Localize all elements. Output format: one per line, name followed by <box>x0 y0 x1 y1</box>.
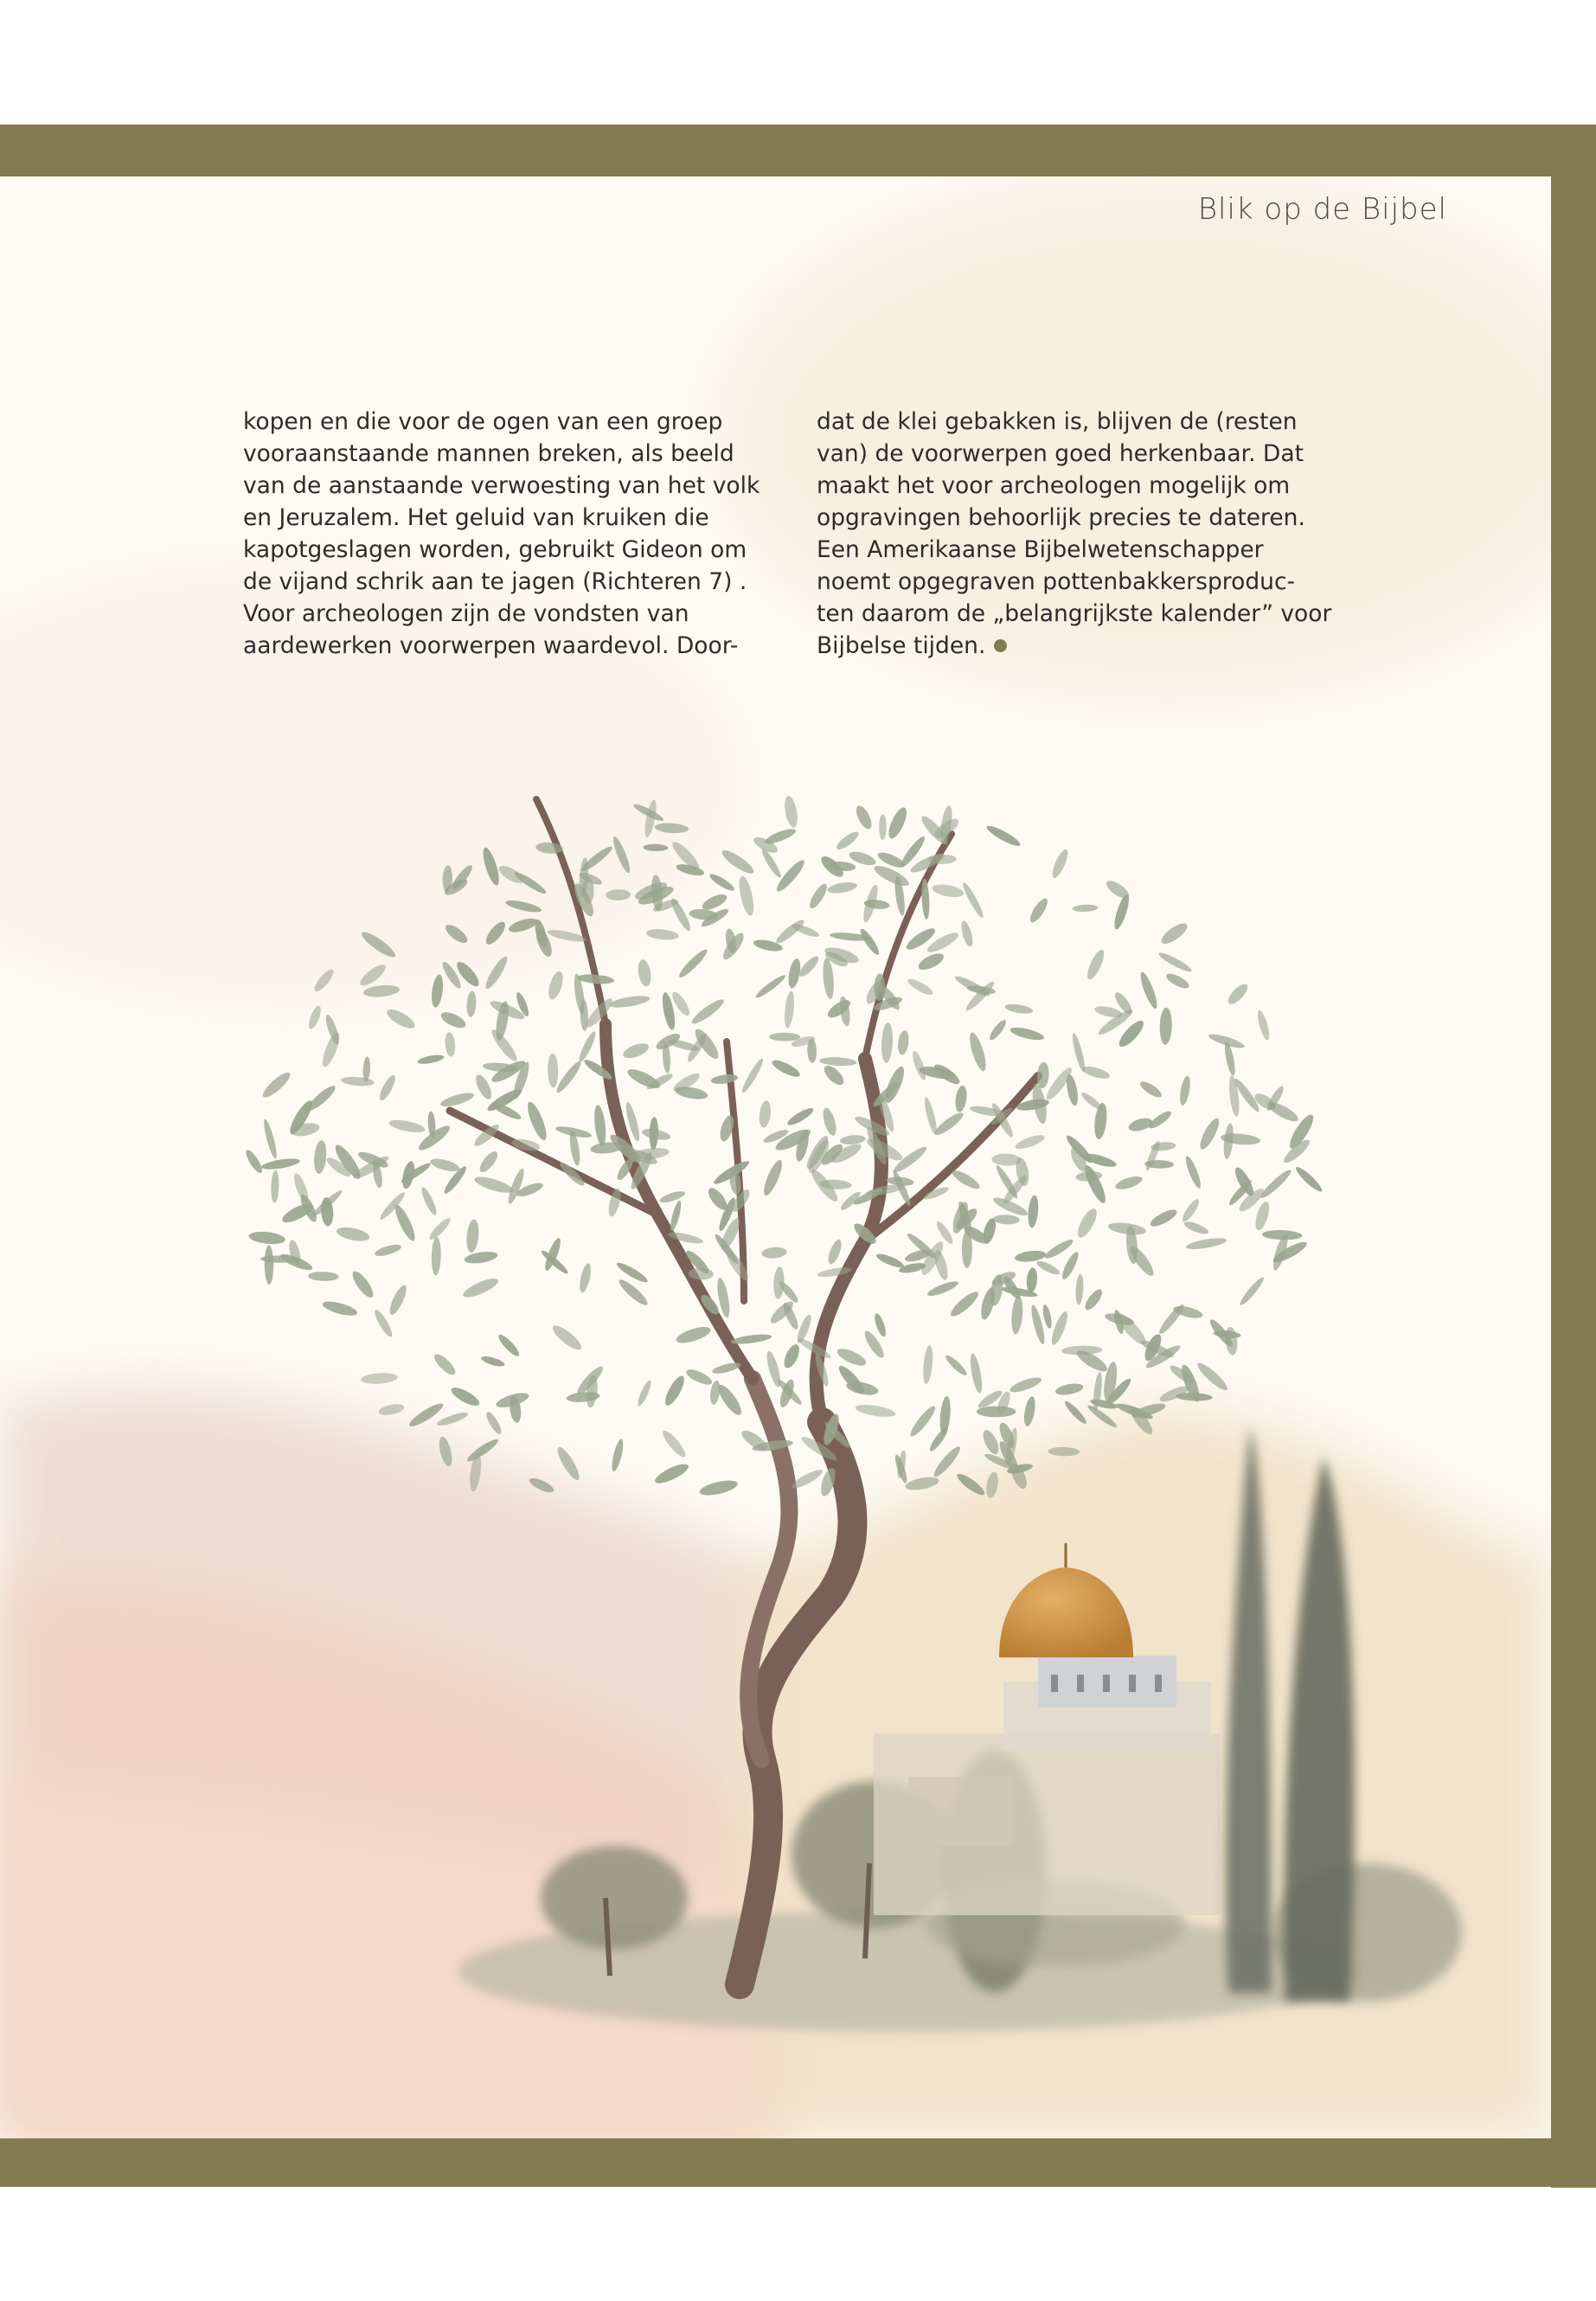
olive-leaf <box>439 1009 468 1031</box>
olive-leaf <box>1075 1274 1085 1305</box>
olive-leaf <box>783 795 800 829</box>
olive-leaf <box>758 1100 772 1129</box>
olive-leaf <box>652 1460 690 1487</box>
olive-leaf <box>1036 1061 1050 1088</box>
olive-leaf <box>1010 1295 1024 1334</box>
olive-leaf <box>825 1238 843 1266</box>
olive-leaf <box>684 1367 714 1388</box>
olive-leaf <box>1009 1025 1045 1042</box>
olive-leaf <box>660 1428 689 1460</box>
olive-leaf <box>761 1247 787 1259</box>
end-of-article-mark <box>994 639 1007 652</box>
olive-leaf <box>1164 971 1191 990</box>
olive-leaf <box>1114 1174 1144 1192</box>
olive-leaf <box>858 926 882 957</box>
olive-leaf <box>1072 904 1098 913</box>
olive-leaf <box>984 823 1022 849</box>
olive-leaf <box>473 1073 495 1101</box>
olive-leaf <box>1195 1360 1230 1394</box>
olive-leaf <box>461 1275 501 1301</box>
olive-leaf <box>770 1057 802 1080</box>
olive-leaf <box>1027 896 1050 925</box>
olive-leaf <box>1293 1164 1324 1195</box>
olive-leaf <box>966 1031 989 1073</box>
olive-leaf <box>432 1351 458 1378</box>
olive-leaf <box>954 1085 968 1112</box>
olive-leaf <box>987 1018 1008 1042</box>
olive-leaf <box>740 1057 766 1095</box>
olive-leaf <box>449 1384 482 1409</box>
olive-leaf <box>480 1355 506 1368</box>
olive-leaf <box>939 1395 952 1435</box>
olive-leaf <box>1183 1155 1203 1190</box>
olive-leaf <box>388 1118 426 1135</box>
olive-leaf <box>772 1266 785 1299</box>
olive-leaf <box>1180 1197 1202 1224</box>
olive-leaf <box>248 1230 286 1246</box>
olive-leaf <box>465 1219 480 1253</box>
olive-leaf <box>387 1283 409 1317</box>
article-column-left: kopen en die voor de ogen van een groep vooraanstaande mannen breken, als beeld van de aanstaande verwoesting van het volk en Jeruzalem. Het geluid van kruiken die kapotgeslagen worden, gebruikt Gideon om de vijand schrik aan te jagen (Richteren 7) . Voor archeologen zijn de vondsten van aardewerken voorwerpen waardevol. Door- <box>243 408 760 659</box>
olive-leaf <box>1138 971 1160 1010</box>
olive-leaf <box>822 958 836 999</box>
olive-leaf <box>445 1032 457 1057</box>
olive-leaf <box>649 1117 658 1150</box>
olive-leaf <box>548 1054 559 1088</box>
olive-leaf <box>417 1054 445 1066</box>
olive-leaf <box>910 1049 928 1081</box>
olive-leaf <box>711 1361 742 1375</box>
olive-leaf <box>260 1069 293 1100</box>
olive-leaf <box>472 1174 515 1196</box>
olive-leaf <box>496 1332 522 1359</box>
olive-leaf <box>708 871 736 893</box>
olive-leaf <box>1054 1381 1084 1397</box>
olive-leaf <box>477 1149 501 1175</box>
olive-leaf <box>377 1074 398 1103</box>
olive-leaf <box>807 881 830 911</box>
olive-leaf <box>1074 1206 1100 1240</box>
olive-leaf <box>662 1374 688 1408</box>
olive-leaf <box>427 1215 453 1241</box>
olive-leaf <box>1081 1064 1112 1080</box>
olive-leaf <box>243 1148 265 1175</box>
olive-leaf <box>361 1372 398 1385</box>
olive-leaf <box>881 1064 907 1105</box>
olive-leaf <box>968 1353 984 1394</box>
frame-right-band <box>1551 125 1596 2188</box>
olive-leaf <box>980 1427 1002 1456</box>
olive-leaf <box>636 1379 653 1407</box>
olive-leaf <box>419 1186 439 1217</box>
olive-leaf <box>907 1403 939 1439</box>
olive-leaf <box>1266 1099 1301 1125</box>
olive-leaf <box>265 1245 274 1285</box>
olive-leaf <box>577 973 615 985</box>
frame-bottom-band <box>0 2138 1596 2187</box>
olive-leaf <box>313 1140 328 1175</box>
olive-leaf <box>1238 1275 1266 1307</box>
article-column-right <box>817 406 1370 662</box>
olive-leaf <box>827 881 858 895</box>
olive-leaf <box>934 1220 955 1246</box>
frame-top-band <box>0 125 1596 176</box>
olive-leaf <box>1027 1195 1040 1228</box>
olive-leaf <box>926 1279 959 1298</box>
olive-leaf <box>676 946 709 980</box>
olive-leaf <box>1084 948 1107 982</box>
olive-leaf <box>797 953 821 978</box>
olive-leaf <box>1157 950 1193 974</box>
olive-leaf <box>436 1410 470 1428</box>
olive-leaf <box>944 1353 969 1377</box>
olive-leaf <box>719 847 756 877</box>
olive-leaf <box>906 977 935 998</box>
olive-leaf <box>1183 1220 1210 1237</box>
olive-leaf <box>785 1106 816 1128</box>
olive-leaf <box>819 1056 857 1067</box>
olive-leaf <box>261 1118 279 1160</box>
olive-leaf <box>608 994 651 1009</box>
olive-leaf <box>1253 1200 1272 1231</box>
olive-leaf <box>873 1312 888 1338</box>
running-head: Blik op de Bijbel <box>1197 192 1447 227</box>
olive-leaf <box>621 1041 651 1061</box>
olive-leaf <box>1070 1032 1086 1073</box>
olive-leaf <box>933 1110 966 1138</box>
olive-leaf <box>1009 1375 1043 1395</box>
olive-leaf <box>610 1438 625 1472</box>
olive-leaf <box>896 1029 910 1055</box>
olive-leaf <box>378 1402 406 1417</box>
olive-leaf <box>1035 1259 1061 1277</box>
olive-leaf <box>879 814 887 840</box>
olive-leaf <box>321 1298 358 1318</box>
olive-leaf <box>1004 1003 1034 1016</box>
olive-leaf <box>922 1345 934 1385</box>
olive-leaf <box>1148 1207 1179 1229</box>
olive-leaf <box>931 882 965 900</box>
olive-leaf <box>1062 1399 1088 1426</box>
olive-leaf <box>1159 1008 1172 1045</box>
olive-leaf <box>993 1215 1020 1225</box>
olive-leaf <box>959 920 975 947</box>
olive-leaf <box>885 805 910 841</box>
olive-leaf <box>439 1090 475 1109</box>
olive-leaf <box>881 1022 894 1064</box>
olive-leaf <box>484 1410 503 1436</box>
olive-leaf <box>1138 1079 1163 1099</box>
olive-leaf <box>374 1242 402 1258</box>
olive-leaf <box>524 1099 550 1142</box>
olive-leaf <box>336 1225 371 1244</box>
olive-leaf <box>1048 1310 1070 1346</box>
olive-leaf <box>855 1402 896 1419</box>
olive-leaf <box>736 875 756 917</box>
olive-leaf <box>658 1189 686 1205</box>
olive-leaf <box>1178 1075 1192 1106</box>
olive-leaf <box>349 1268 377 1300</box>
olive-leaf <box>308 1272 339 1282</box>
olive-leaf <box>710 1073 739 1086</box>
olive-leaf <box>577 1030 599 1064</box>
olive-leaf <box>839 1134 865 1145</box>
olive-leaf <box>960 881 985 920</box>
olive-leaf <box>593 1105 607 1146</box>
olive-leaf <box>392 1203 419 1243</box>
olive-leaf <box>1014 1132 1047 1151</box>
olive-leaf <box>464 1250 499 1266</box>
article-column-right-text: dat de klei gebakken is, blijven de (resten van) de voorwerpen goed herkenbaar. Dat maakt het voor archeologen mogelijk om opgravingen behoorlijk precies te dateren. Een Amerikaanse Bijbelwetenschapper noemt opgegraven pottenbakkersproduc- ten daarom de „belangrijkste kalender” voor Bijbelse tijden. <box>817 408 1332 659</box>
olive-leaf <box>549 1322 584 1353</box>
olive-leaf <box>1049 848 1071 880</box>
olive-leaf <box>1112 893 1131 931</box>
olive-leaf <box>637 958 653 987</box>
olive-leaf <box>260 1157 300 1171</box>
olive-leaf <box>760 1158 785 1198</box>
olive-leaf <box>1014 1249 1047 1263</box>
olive-leaf <box>1104 877 1132 901</box>
olive-leaf <box>271 1170 279 1202</box>
olive-leaf <box>821 1062 847 1088</box>
olive-leaf <box>783 990 795 1029</box>
olive-leaf <box>669 1200 683 1232</box>
olive-leaf <box>645 928 679 941</box>
olive-leaf <box>1060 1250 1081 1281</box>
olive-leaf <box>554 1445 583 1483</box>
olive-leaf <box>466 990 478 1017</box>
olive-leaf <box>689 996 727 1027</box>
olive-leaf <box>1080 1090 1105 1112</box>
olive-leaf <box>920 879 930 920</box>
olive-leaf <box>1259 1167 1294 1201</box>
olive-leaf <box>675 1324 713 1346</box>
olive-leaf <box>835 1345 868 1368</box>
olive-leaf <box>730 1333 772 1346</box>
olive-leaf <box>904 1475 939 1492</box>
olive-leaf <box>948 1289 982 1320</box>
olive-leaf <box>554 1059 584 1095</box>
olive-leaf <box>384 1006 417 1032</box>
olive-leaf <box>1185 1236 1227 1252</box>
olive-leaf <box>977 1406 1016 1417</box>
olive-leaf <box>781 1343 803 1370</box>
olive-leaf <box>1158 920 1190 947</box>
olive-leaf <box>341 1076 375 1087</box>
olive-leaf <box>872 862 912 890</box>
olive-leaf <box>1255 1009 1272 1042</box>
olive-leaf <box>916 951 946 973</box>
olive-leaf <box>578 1262 593 1293</box>
olive-leaf <box>306 1004 323 1030</box>
olive-leaf <box>853 804 875 831</box>
olive-leaf <box>950 1167 982 1192</box>
magazine-page <box>0 176 1551 2138</box>
olive-leaf <box>431 1237 441 1275</box>
olive-leaf <box>1082 1287 1105 1313</box>
olive-leaf <box>834 829 861 852</box>
olive-leaf <box>821 1106 839 1137</box>
olive-leaf <box>546 970 566 1002</box>
olive-leaf <box>698 1477 739 1498</box>
olive-leaf <box>875 1252 906 1271</box>
olive-leaf <box>1196 1116 1222 1152</box>
olive-leaf <box>1026 1267 1038 1293</box>
olive-leaf <box>429 1157 461 1175</box>
olive-leaf <box>769 1033 800 1042</box>
olive-leaf <box>1225 981 1251 1007</box>
olive-leaf <box>1022 1395 1037 1427</box>
olive-leaf <box>1042 1304 1054 1329</box>
olive-leaf <box>753 972 787 1000</box>
